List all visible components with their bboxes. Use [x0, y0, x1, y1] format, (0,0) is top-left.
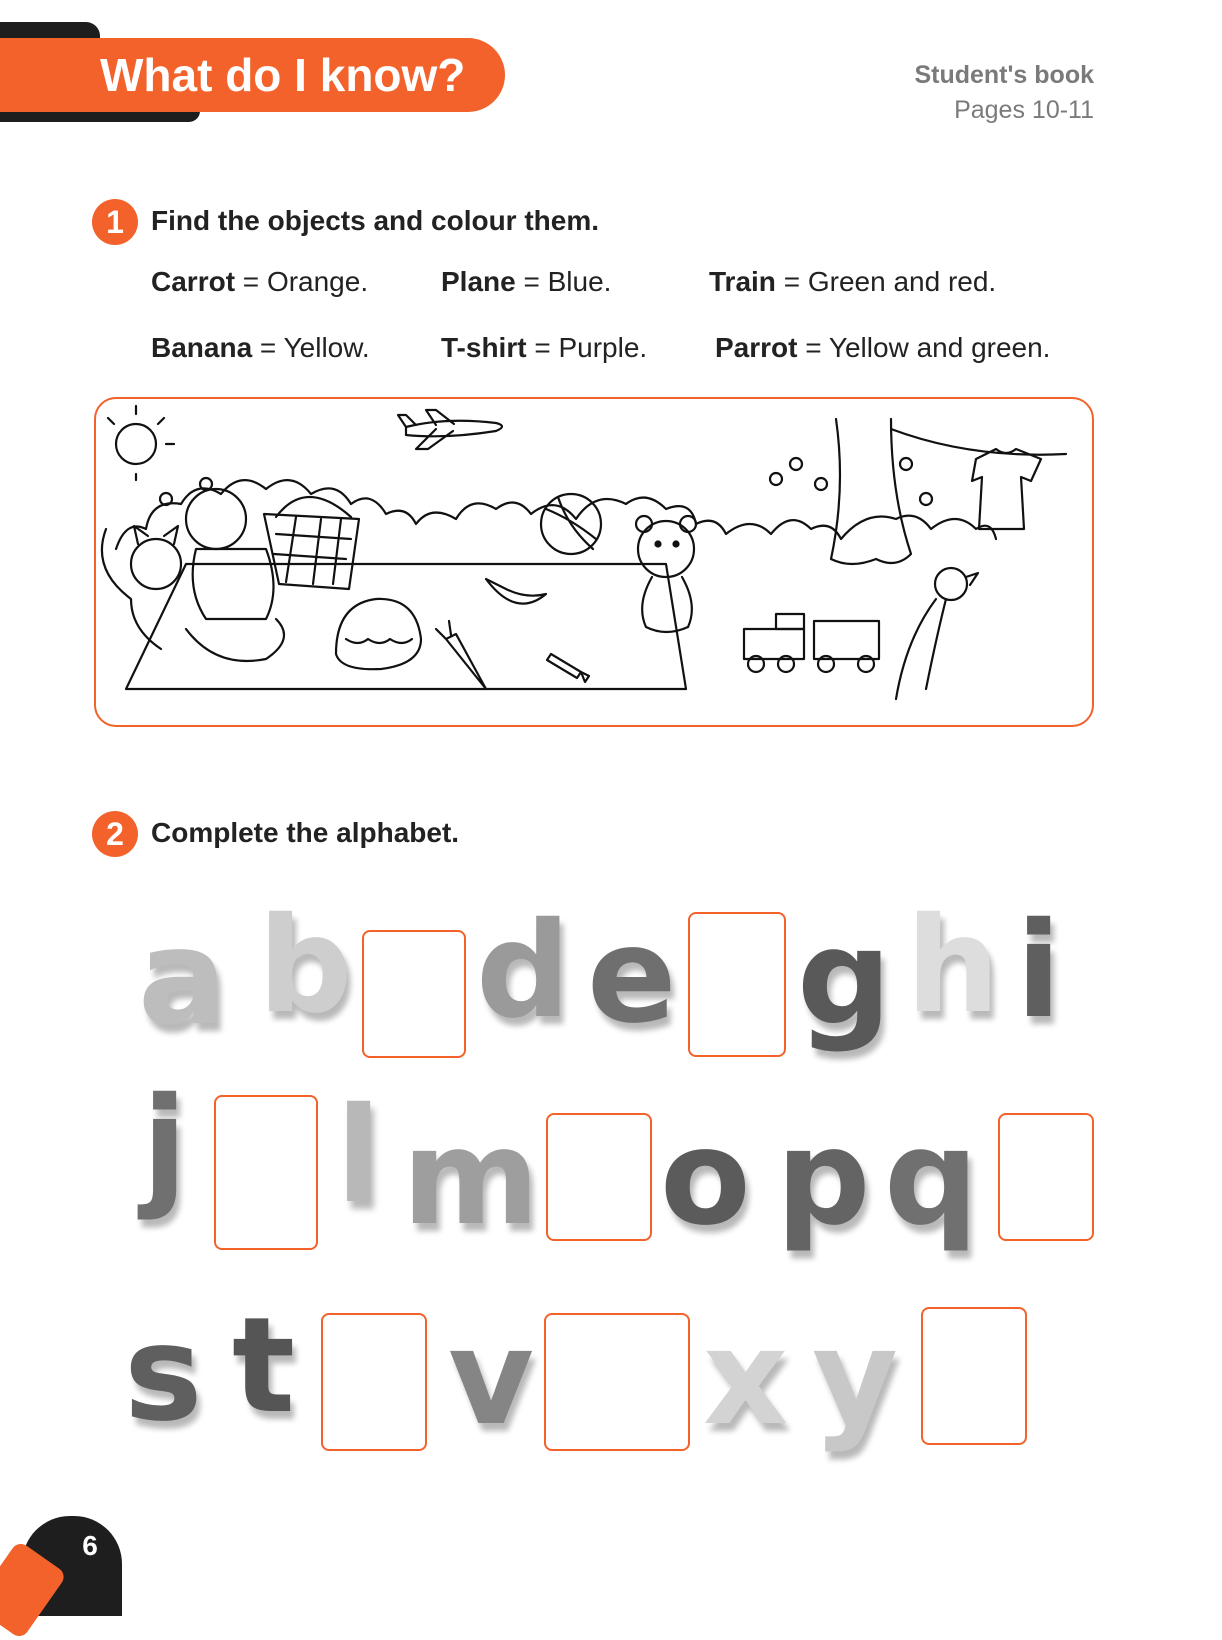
magnet-letter-i: i [1016, 894, 1062, 1048]
colour-key-banana: Banana = Yellow. [151, 332, 370, 363]
colour-key-train: Train = Green and red. [709, 266, 997, 297]
picnic-basket [264, 497, 359, 589]
tshirt [972, 449, 1041, 529]
exercise-1-number: 1 [92, 199, 138, 245]
page-title: What do I know? [100, 49, 466, 101]
tree-trunk [831, 419, 911, 564]
colour-key-carrot: Carrot = Orange. [151, 266, 369, 297]
exercise-2-number: 2 [92, 811, 138, 857]
magnet-letter-v: v [448, 1301, 535, 1455]
blank-box-z[interactable] [921, 1307, 1027, 1445]
magnet-letter-l: l [336, 1079, 382, 1233]
exercise-2-instruction: Complete the alphabet. [151, 817, 460, 848]
book-reference [914, 58, 1094, 128]
train [744, 614, 879, 672]
blank-box-f[interactable] [688, 912, 786, 1057]
picnic-illustration-frame [94, 397, 1094, 727]
magnet-letter-t: t [232, 1289, 296, 1443]
magnet-letter-a: a [138, 901, 228, 1055]
picnic-illustration [96, 399, 1094, 727]
blank-box-c[interactable] [362, 930, 466, 1058]
cat [102, 526, 181, 649]
magnet-letter-q: q [884, 1101, 979, 1255]
picnic-blanket [126, 564, 686, 689]
colour-key-plane: Plane = Blue. [441, 266, 612, 297]
magnet-letter-m: m [402, 1101, 540, 1255]
magnet-letter-o: o [660, 1101, 751, 1255]
magnet-letter-x: x [703, 1301, 789, 1455]
blank-box-k[interactable] [214, 1095, 318, 1250]
magnet-letter-h: h [906, 889, 1000, 1043]
colour-key-tshirt: T-shirt = Purple. [441, 332, 648, 363]
book-reference-pages: Pages 10-11 [954, 96, 1094, 124]
blank-box-r[interactable] [998, 1113, 1094, 1241]
cake [336, 599, 421, 669]
magnet-letter-j: j [142, 1069, 188, 1223]
magnet-letter-y: y [812, 1301, 899, 1455]
magnet-letter-p: p [776, 1101, 871, 1255]
magnet-letter-d: d [476, 894, 571, 1048]
exercise-1-instruction: Find the objects and colour them. [151, 205, 600, 236]
flower-decorations [160, 458, 932, 505]
banana [486, 579, 546, 604]
book-reference-title: Student's book [914, 61, 1094, 89]
magnet-letter-b: b [258, 889, 353, 1043]
blank-box-u[interactable] [321, 1313, 427, 1451]
carrot [436, 621, 486, 689]
page-number: 6 [82, 1530, 98, 1561]
teddy-bear [636, 516, 696, 632]
parrot [896, 568, 978, 699]
plane [398, 410, 502, 449]
crayon [547, 654, 589, 682]
blank-box-n[interactable] [546, 1113, 652, 1241]
blank-box-w[interactable] [544, 1313, 690, 1451]
magnet-letter-e: e [587, 899, 677, 1053]
sun [116, 424, 156, 464]
magnet-letter-g: g [797, 901, 892, 1055]
magnet-letter-s: s [124, 1297, 203, 1451]
colour-key-parrot: Parrot = Yellow and green. [715, 332, 1051, 363]
